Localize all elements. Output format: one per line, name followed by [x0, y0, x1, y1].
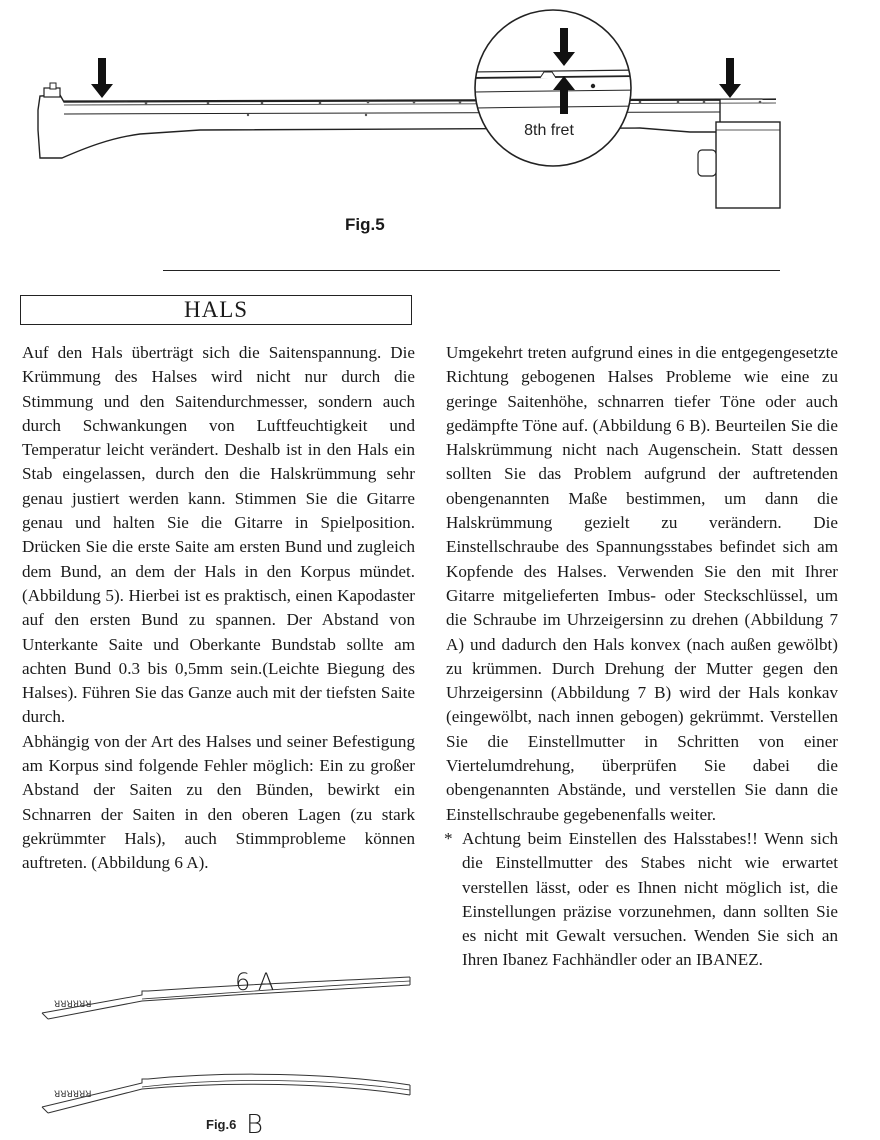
- section-heading-box: [20, 295, 412, 325]
- fig6-illustration: [30, 955, 425, 1140]
- fig5-illustration: [0, 0, 880, 250]
- section-title: HALS: [183, 297, 249, 322]
- right-paragraph-1: Umgekehrt treten aufgrund eines in die entgegengesetzte Richtung gebogenen Halses Probleme wie eine zu geringe Saitenhöhe, schnarren tiefer Töne oder auch gedämpfte Töne auf. (Abbildung 6 B). Beurteilen Sie die Halskrümmung nicht nach Augenschein. Statt dessen sollten Sie das Problem aufgrund der auftretenden obengenannten Maße bestimmen, um dann die Halskrümmung gezielt zu verändern. Die Einstellschraube des Spannungsstabes befindet sich am Kopfende des Halses. Verwenden Sie den mit Ihrer Gitarre mitgelieferten Imbus- oder Steckschlüssel, um die Schraube im Uhrzeigersinn zu drehen (Abbildung 7 A) und dadurch den Hals konvex (nach außen gewölbt) zu krümmen. Durch Drehung der Mutter gegen den Uhrzeigersinn (Abbildung 7 B) wird der Hals konkav (eingewölbt, nach innen gebogen) gekrümmt. Verstellen Sie die Einstellmutter in Schritten von einer Viertelumdrehung, überprüfen Sie dabei die obengenannten Abstände, und verstellen Sie dann die Einstellschraube gegebenenfalls weiter.: [446, 343, 838, 824]
- fig6-label-a: 6 A: [235, 968, 275, 996]
- note-marker: *: [444, 828, 453, 848]
- caution-note-text: Achtung beim Einstellen des Halsstabes!! Wenn sich die Einstellmutter des Stabes nicht wie erwartet verstellen lässt, oder es Ihnen nicht möglich ist, die Einstellungen präzise vorzunehmen, dann sollten Sie es nicht mit Gewalt versuchen. Wenden Sie sich an Ihren Ibanez Fachhändler oder an IBANEZ.: [462, 828, 838, 970]
- caution-note: [446, 827, 838, 973]
- fig6-label-b: B: [246, 1110, 264, 1140]
- svg-text:ꓤꓤꓤꓤꓤꓤ: ꓤꓤꓤꓤꓤꓤ: [54, 1000, 92, 1010]
- fig6-caption: Fig.6: [206, 1117, 237, 1132]
- fig5-caption: Fig.5: [345, 215, 385, 234]
- fig5-inset-label: 8th fret: [524, 122, 574, 139]
- left-text-column: [22, 341, 415, 876]
- left-paragraph-1: Auf den Hals überträgt sich die Saitenspannung. Die Krümmung des Halses wird nicht nur durch die Stimmung und den Saitendurchmesser, sondern auch durch Schwankungen von Luftfeuchtigkeit und Temperatur leicht verändert. Deshalb ist in den Hals ein Stab eingelassen, durch den die Halskrümmung sehr genau justiert werden kann. Stimmen Sie die Gitarre genau und halten Sie die Gitarre in Spielposition. Drücken Sie die erste Saite am ersten Bund und zugleich dem Bund, an dem der Hals in den Korpus mündet. (Abbildung 5). Hierbei ist es praktisch, einen Kapodaster auf den ersten Bund zu spannen. Der Abstand von Unterkante Saite und Oberkante Bundstab sollte am achten Bund 0.3 bis 0,5mm sein.(Leichte Biegung des Halses). Führen Sie das Ganze auch mit der tiefsten Saite durch.: [22, 343, 415, 727]
- svg-text:ꓤꓤꓤꓤꓤꓤ: ꓤꓤꓤꓤꓤꓤ: [54, 1090, 92, 1100]
- left-paragraph-2: Abhängig von der Art des Halses und seiner Befestigung am Korpus sind folgende Fehler möglich: Ein zu großer Abstand der Saiten zu den Bünden, bewirkt ein Schnarren der Saiten in den oberen Lagen (zu stark gekrümmter Hals), auch Stimmprobleme können auftreten. (Abbildung 6 A).: [22, 731, 415, 873]
- right-text-column: [446, 341, 838, 973]
- section-divider: [163, 270, 780, 271]
